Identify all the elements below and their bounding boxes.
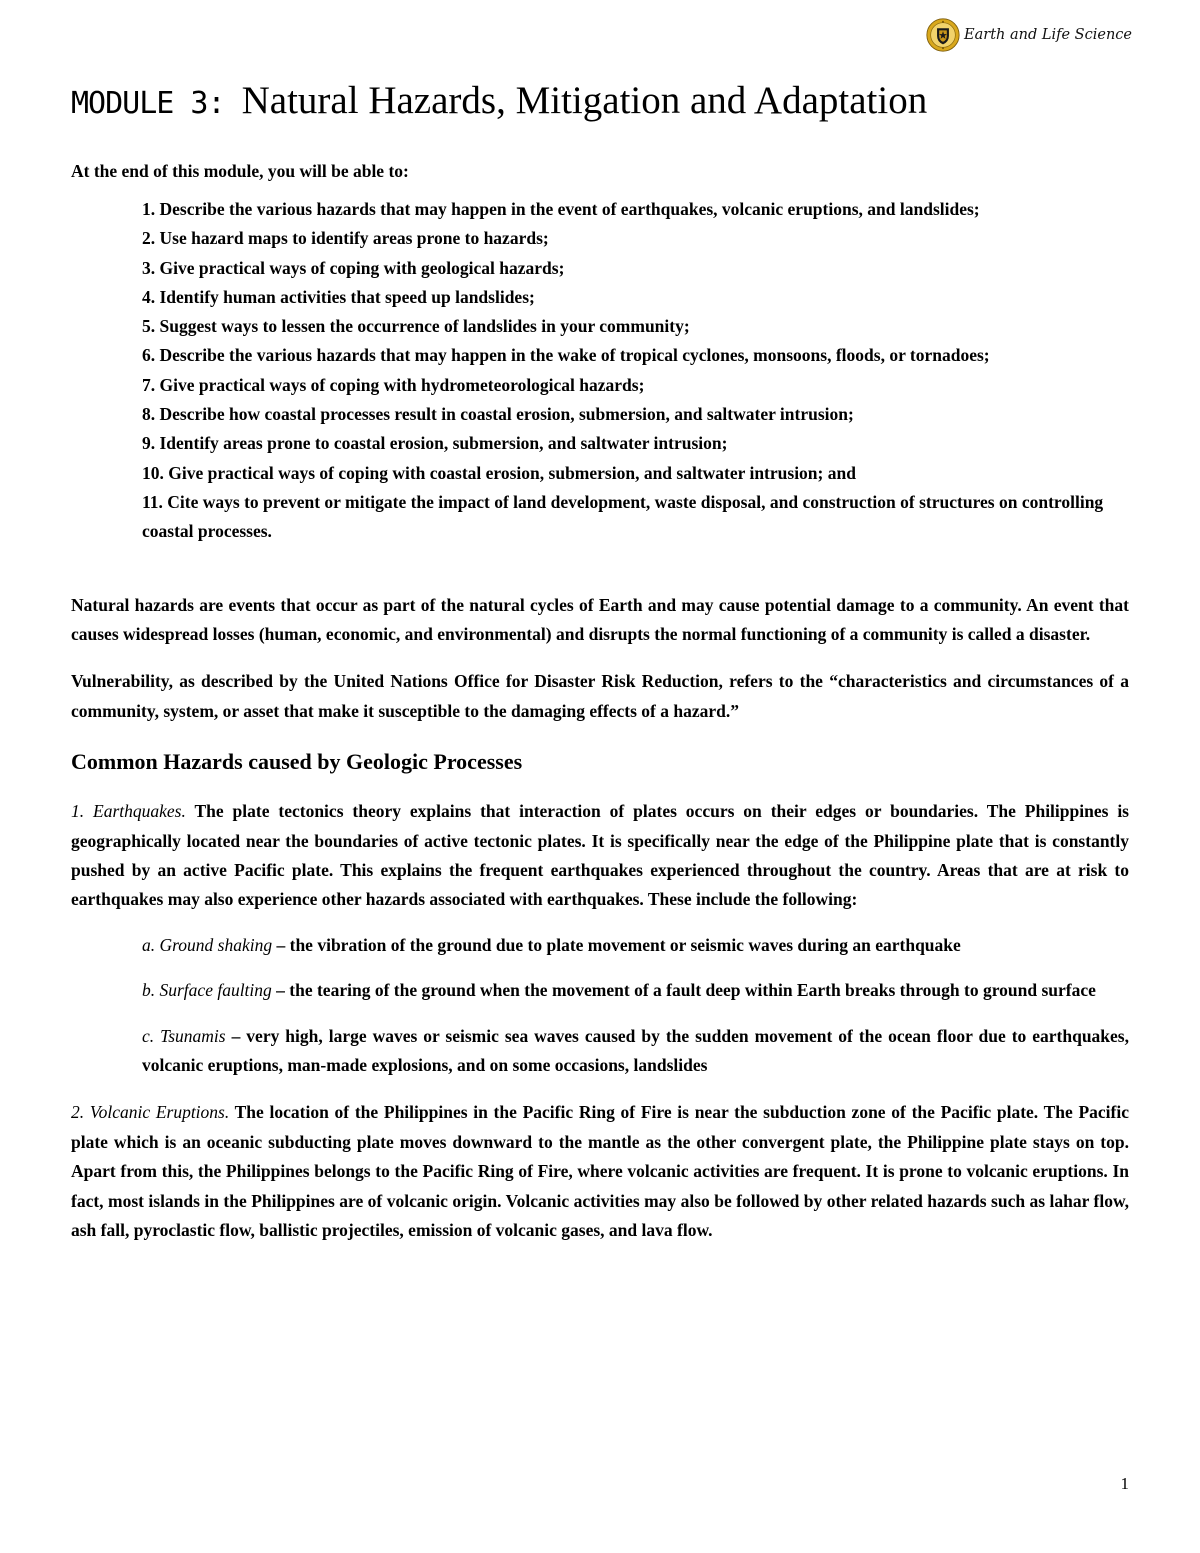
- module-content: [71, 76, 1129, 1245]
- objective-item: 7. Give practical ways of coping with hydrometeorological hazards;: [142, 374, 645, 395]
- objective-item: 8. Describe how coastal processes result in coastal erosion, submersion, and saltwater intrusion;: [142, 404, 854, 425]
- objectives-intro: At the end of this module, you will be able to:: [71, 161, 409, 181]
- ground-shaking-item: [142, 931, 1129, 960]
- earthquakes-paragraph: [71, 797, 1129, 915]
- tsunamis-definition: – very high, large waves or seismic sea waves caused by the sudden movement of the ocean floor due to earthquakes, volcanic eruptions, man-made explosions, and on some occasions, landslides: [142, 1025, 1129, 1076]
- surface-faulting-item: [142, 976, 1129, 1005]
- surface-faulting-term: b. Surface faulting: [142, 980, 272, 1001]
- page-number: 1: [1120, 1474, 1129, 1493]
- objective-item: 3. Give practical ways of coping with geological hazards;: [142, 257, 565, 278]
- volcanic-eruptions-label: 2. Volcanic Eruptions.: [71, 1102, 230, 1123]
- objective-item: 1. Describe the various hazards that may happen in the event of earthquakes, volcanic eruptions, and landslides;: [142, 199, 980, 219]
- tsunamis-term: c. Tsunamis: [142, 1025, 226, 1046]
- ground-shaking-term: a. Ground shaking: [142, 934, 273, 955]
- tsunamis-item: [142, 1022, 1129, 1081]
- objective-item: 11. Cite ways to prevent or mitigate the impact of land development, waste disposal, and construction of structures on controlling coastal processes.: [142, 491, 1104, 542]
- objective-item: 9. Identify areas prone to coastal erosion, submersion, and saltwater intrusion;: [142, 433, 728, 454]
- volcanic-eruptions-paragraph: [71, 1098, 1129, 1245]
- objective-item: 2. Use hazard maps to identify areas prone to hazards;: [142, 228, 549, 249]
- natural-hazards-paragraph: Natural hazards are events that occur as part of the natural cycles of Earth and may cause potential damage to a community. An event that causes widespread losses (human, economic, and environmental) and disrupts the normal functioning of a community is called a disaster.: [71, 594, 1129, 644]
- objective-item: 4. Identify human activities that speed up landslides;: [142, 286, 535, 307]
- volcanic-eruptions-text: The location of the Philippines in the Pacific Ring of Fire is near the subduction zone of the Pacific plate. The Pacific plate which is an oceanic subducting plate moves downward to the mantle as the other convergent plate, the Philippine plate stays on top. Apart from this, the Philippines belongs to the Pacific Ring of Fire, where volcanic activities are frequent. It is prone to volcanic eruptions. In fact, most islands in the Philippines are of volcanic origin. Volcanic activities may also be followed by other related hazards such as lahar flow, ash fall, pyroclastic flow, ballistic projectiles, emission of volcanic gases, and lava flow.: [71, 1102, 1129, 1241]
- vulnerability-paragraph: Vulnerability, as described by the United Nations Office for Disaster Risk Reduction, refers to the “characteristics and circumstances of a community, system, or asset that make it susceptible to the damaging effects of a hazard.”: [71, 671, 1129, 721]
- ground-shaking-definition: – the vibration of the ground due to plate movement or seismic waves during an earthquake: [272, 934, 961, 955]
- earthquakes-text: The plate tectonics theory explains that interaction of plates occurs on their edges or boundaries. The Philippines is geographically located near the boundaries of active tectonic plates. It is specifically near the edge of the Philippine plate that is constantly pushed by an active Pacific plate. This explains the frequent earthquakes experienced throughout the country. Areas that are at risk to earthquakes may also experience other hazards associated with earthquakes. These include the following:: [71, 801, 1129, 910]
- school-seal-icon: [926, 18, 960, 52]
- objective-item: 6. Describe the various hazards that may happen in the wake of tropical cyclones, monsoons, floods, or tornadoes;: [142, 345, 990, 366]
- objective-item: 10. Give practical ways of coping with coastal erosion, submersion, and saltwater intrusion; and: [142, 462, 856, 483]
- module-name: Natural Hazards, Mitigation and Adaptation: [241, 79, 928, 122]
- objective-item: 5. Suggest ways to lessen the occurrence of landslides in your community;: [142, 316, 690, 337]
- objectives-list: [71, 195, 1129, 547]
- module-title: [71, 76, 1129, 129]
- earthquakes-label: 1. Earthquakes.: [71, 801, 186, 822]
- course-title: Earth and Life Science: [964, 27, 1132, 43]
- surface-faulting-definition: – the tearing of the ground when the movement of a fault deep within Earth breaks through to ground surface: [271, 980, 1096, 1001]
- module-number: MODULE 3:: [71, 86, 242, 121]
- page-header: [926, 18, 1132, 52]
- section-heading: Common Hazards caused by Geologic Processes: [71, 749, 523, 775]
